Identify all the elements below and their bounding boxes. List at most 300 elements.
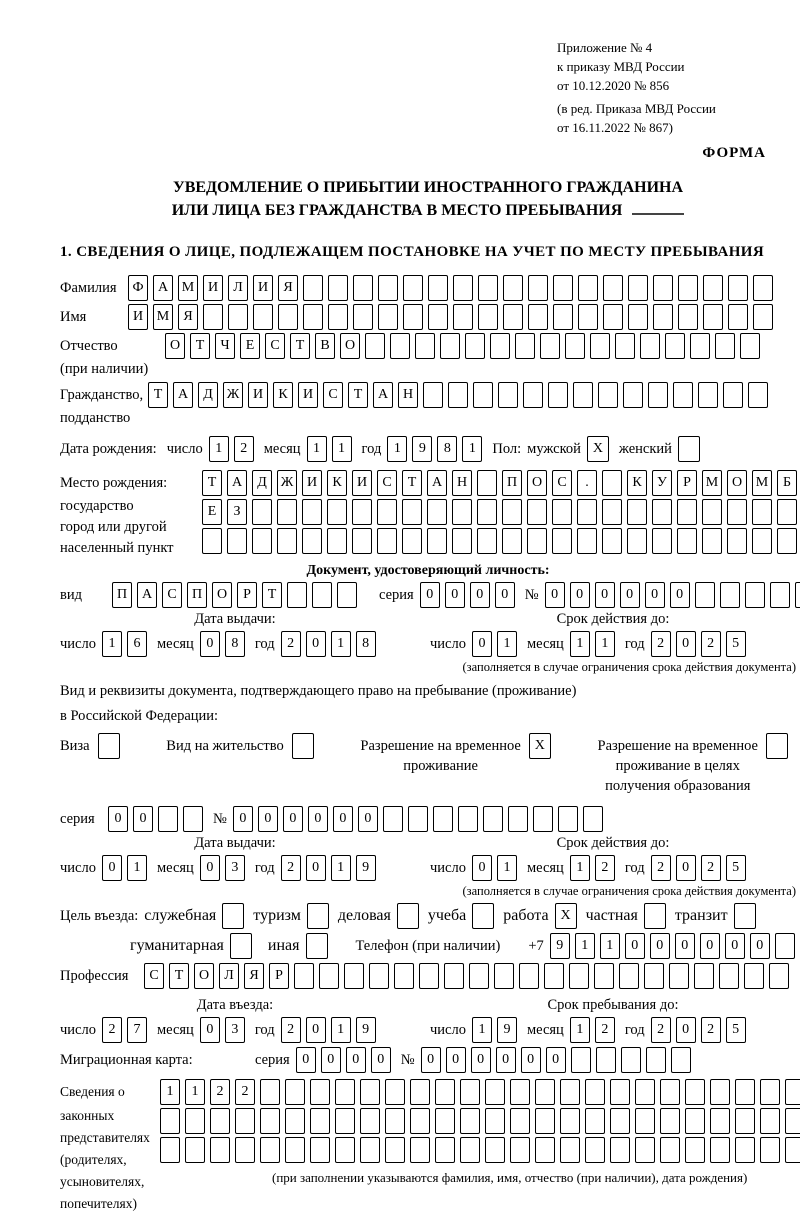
char-cell[interactable]: 1 xyxy=(575,933,595,959)
char-cell[interactable] xyxy=(335,1137,355,1163)
char-cell[interactable]: 0 xyxy=(421,1047,441,1073)
char-cell[interactable] xyxy=(310,1079,330,1105)
char-cell[interactable] xyxy=(735,1079,755,1105)
char-cell[interactable] xyxy=(410,1137,430,1163)
char-cell[interactable]: 0 xyxy=(676,855,696,881)
residence-permit-checkbox[interactable] xyxy=(292,733,314,759)
char-cell[interactable]: М xyxy=(752,470,772,496)
char-cell[interactable] xyxy=(627,528,647,554)
char-cell[interactable] xyxy=(671,1047,691,1073)
char-cell[interactable] xyxy=(660,1108,680,1134)
char-cell[interactable] xyxy=(510,1108,530,1134)
char-cell[interactable] xyxy=(477,470,497,496)
char-cell[interactable]: 5 xyxy=(726,1017,746,1043)
char-cell[interactable] xyxy=(402,499,422,525)
char-cell[interactable]: 2 xyxy=(595,855,615,881)
char-cell[interactable]: А xyxy=(373,382,393,408)
char-cell[interactable]: Т xyxy=(348,382,368,408)
male-checkbox[interactable]: X xyxy=(587,436,609,462)
char-cell[interactable] xyxy=(444,963,464,989)
char-cell[interactable] xyxy=(519,963,539,989)
char-cell[interactable]: 2 xyxy=(102,1017,122,1043)
char-cell[interactable] xyxy=(669,963,689,989)
char-cell[interactable]: 1 xyxy=(185,1079,205,1105)
char-cell[interactable]: А xyxy=(173,382,193,408)
char-cell[interactable]: 0 xyxy=(306,1017,326,1043)
char-cell[interactable]: И xyxy=(352,470,372,496)
char-cell[interactable]: . xyxy=(577,470,597,496)
char-cell[interactable]: 0 xyxy=(333,806,353,832)
char-cell[interactable] xyxy=(160,1137,180,1163)
char-cell[interactable]: 3 xyxy=(225,855,245,881)
char-cell[interactable]: 0 xyxy=(306,855,326,881)
char-cell[interactable]: Т xyxy=(262,582,282,608)
char-cell[interactable] xyxy=(353,304,373,330)
char-cell[interactable]: 0 xyxy=(371,1047,391,1073)
char-cell[interactable]: 0 xyxy=(750,933,770,959)
char-cell[interactable] xyxy=(640,333,660,359)
char-cell[interactable] xyxy=(583,806,603,832)
char-cell[interactable] xyxy=(202,528,222,554)
char-cell[interactable]: 1 xyxy=(102,631,122,657)
char-cell[interactable] xyxy=(235,1137,255,1163)
char-cell[interactable]: А xyxy=(427,470,447,496)
char-cell[interactable] xyxy=(598,382,618,408)
char-cell[interactable] xyxy=(777,499,797,525)
char-cell[interactable] xyxy=(390,333,410,359)
char-cell[interactable] xyxy=(344,963,364,989)
char-cell[interactable] xyxy=(635,1108,655,1134)
char-cell[interactable]: 5 xyxy=(726,855,746,881)
char-cell[interactable]: 7 xyxy=(127,1017,147,1043)
char-cell[interactable] xyxy=(415,333,435,359)
char-cell[interactable] xyxy=(628,304,648,330)
char-cell[interactable]: 2 xyxy=(281,631,301,657)
char-cell[interactable] xyxy=(585,1137,605,1163)
char-cell[interactable] xyxy=(569,963,589,989)
char-cell[interactable]: А xyxy=(153,275,173,301)
char-cell[interactable] xyxy=(775,933,795,959)
char-cell[interactable]: М xyxy=(178,275,198,301)
char-cell[interactable] xyxy=(203,304,223,330)
char-cell[interactable]: Д xyxy=(252,470,272,496)
char-cell[interactable]: Р xyxy=(269,963,289,989)
char-cell[interactable] xyxy=(490,333,510,359)
char-cell[interactable] xyxy=(478,304,498,330)
char-cell[interactable]: О xyxy=(165,333,185,359)
char-cell[interactable]: 2 xyxy=(210,1079,230,1105)
char-cell[interactable] xyxy=(760,1108,780,1134)
char-cell[interactable] xyxy=(427,499,447,525)
char-cell[interactable]: 0 xyxy=(358,806,378,832)
char-cell[interactable] xyxy=(503,304,523,330)
char-cell[interactable] xyxy=(578,275,598,301)
char-cell[interactable] xyxy=(673,382,693,408)
temp-residence-edu-checkbox[interactable] xyxy=(766,733,788,759)
char-cell[interactable] xyxy=(578,304,598,330)
char-cell[interactable]: 1 xyxy=(462,436,482,462)
char-cell[interactable] xyxy=(652,499,672,525)
char-cell[interactable] xyxy=(312,582,332,608)
char-cell[interactable] xyxy=(227,528,247,554)
char-cell[interactable] xyxy=(260,1079,280,1105)
char-cell[interactable]: 2 xyxy=(235,1079,255,1105)
char-cell[interactable] xyxy=(553,304,573,330)
char-cell[interactable] xyxy=(360,1108,380,1134)
char-cell[interactable] xyxy=(677,528,697,554)
char-cell[interactable] xyxy=(760,1137,780,1163)
char-cell[interactable] xyxy=(277,499,297,525)
char-cell[interactable]: 9 xyxy=(550,933,570,959)
char-cell[interactable] xyxy=(610,1137,630,1163)
purpose-official-checkbox[interactable] xyxy=(222,903,244,929)
char-cell[interactable] xyxy=(760,1079,780,1105)
char-cell[interactable] xyxy=(183,806,203,832)
char-cell[interactable] xyxy=(319,963,339,989)
char-cell[interactable] xyxy=(558,806,578,832)
char-cell[interactable]: 0 xyxy=(495,582,515,608)
char-cell[interactable]: П xyxy=(187,582,207,608)
char-cell[interactable] xyxy=(252,528,272,554)
char-cell[interactable] xyxy=(477,499,497,525)
char-cell[interactable]: И xyxy=(203,275,223,301)
char-cell[interactable] xyxy=(535,1108,555,1134)
char-cell[interactable] xyxy=(435,1079,455,1105)
char-cell[interactable]: Т xyxy=(402,470,422,496)
char-cell[interactable] xyxy=(228,304,248,330)
char-cell[interactable] xyxy=(745,582,765,608)
char-cell[interactable] xyxy=(352,499,372,525)
char-cell[interactable] xyxy=(619,963,639,989)
char-cell[interactable] xyxy=(719,963,739,989)
char-cell[interactable] xyxy=(752,499,772,525)
char-cell[interactable] xyxy=(185,1137,205,1163)
char-cell[interactable]: З xyxy=(227,499,247,525)
char-cell[interactable] xyxy=(428,304,448,330)
char-cell[interactable]: Л xyxy=(228,275,248,301)
char-cell[interactable] xyxy=(720,582,740,608)
char-cell[interactable]: И xyxy=(302,470,322,496)
char-cell[interactable]: 0 xyxy=(676,631,696,657)
char-cell[interactable] xyxy=(785,1079,800,1105)
char-cell[interactable]: 0 xyxy=(620,582,640,608)
char-cell[interactable]: 5 xyxy=(726,631,746,657)
char-cell[interactable] xyxy=(596,1047,616,1073)
char-cell[interactable] xyxy=(535,1079,555,1105)
char-cell[interactable] xyxy=(527,528,547,554)
char-cell[interactable]: Я xyxy=(278,275,298,301)
visa-checkbox[interactable] xyxy=(98,733,120,759)
char-cell[interactable] xyxy=(628,275,648,301)
char-cell[interactable] xyxy=(485,1137,505,1163)
char-cell[interactable] xyxy=(294,963,314,989)
char-cell[interactable]: Т xyxy=(202,470,222,496)
char-cell[interactable]: О xyxy=(727,470,747,496)
char-cell[interactable] xyxy=(235,1108,255,1134)
char-cell[interactable]: К xyxy=(273,382,293,408)
char-cell[interactable]: А xyxy=(227,470,247,496)
char-cell[interactable] xyxy=(590,333,610,359)
char-cell[interactable] xyxy=(660,1137,680,1163)
char-cell[interactable] xyxy=(327,528,347,554)
char-cell[interactable] xyxy=(502,528,522,554)
char-cell[interactable] xyxy=(710,1108,730,1134)
char-cell[interactable]: 1 xyxy=(600,933,620,959)
char-cell[interactable] xyxy=(552,528,572,554)
char-cell[interactable]: С xyxy=(162,582,182,608)
char-cell[interactable] xyxy=(653,275,673,301)
char-cell[interactable]: 2 xyxy=(701,631,721,657)
char-cell[interactable]: 1 xyxy=(331,855,351,881)
char-cell[interactable] xyxy=(694,963,714,989)
char-cell[interactable] xyxy=(335,1079,355,1105)
char-cell[interactable]: В xyxy=(315,333,335,359)
char-cell[interactable]: Б xyxy=(777,470,797,496)
purpose-work-checkbox[interactable]: X xyxy=(555,903,577,929)
char-cell[interactable]: 0 xyxy=(133,806,153,832)
char-cell[interactable] xyxy=(377,528,397,554)
char-cell[interactable] xyxy=(460,1079,480,1105)
char-cell[interactable] xyxy=(603,275,623,301)
char-cell[interactable] xyxy=(427,528,447,554)
char-cell[interactable] xyxy=(423,382,443,408)
char-cell[interactable] xyxy=(777,528,797,554)
char-cell[interactable]: К xyxy=(627,470,647,496)
char-cell[interactable] xyxy=(685,1108,705,1134)
char-cell[interactable]: О xyxy=(212,582,232,608)
char-cell[interactable] xyxy=(528,304,548,330)
char-cell[interactable] xyxy=(585,1108,605,1134)
char-cell[interactable] xyxy=(385,1108,405,1134)
char-cell[interactable] xyxy=(553,275,573,301)
char-cell[interactable]: 1 xyxy=(472,1017,492,1043)
char-cell[interactable] xyxy=(677,499,697,525)
char-cell[interactable] xyxy=(727,528,747,554)
char-cell[interactable] xyxy=(260,1137,280,1163)
char-cell[interactable] xyxy=(277,528,297,554)
char-cell[interactable]: Л xyxy=(219,963,239,989)
char-cell[interactable]: 0 xyxy=(471,1047,491,1073)
char-cell[interactable] xyxy=(710,1079,730,1105)
char-cell[interactable] xyxy=(260,1108,280,1134)
char-cell[interactable]: 0 xyxy=(102,855,122,881)
char-cell[interactable]: 0 xyxy=(200,855,220,881)
purpose-study-checkbox[interactable] xyxy=(472,903,494,929)
char-cell[interactable] xyxy=(560,1108,580,1134)
char-cell[interactable] xyxy=(753,275,773,301)
purpose-other-checkbox[interactable] xyxy=(306,933,328,959)
char-cell[interactable] xyxy=(510,1079,530,1105)
char-cell[interactable] xyxy=(785,1108,800,1134)
char-cell[interactable]: Ж xyxy=(223,382,243,408)
char-cell[interactable] xyxy=(577,528,597,554)
char-cell[interactable]: 0 xyxy=(283,806,303,832)
char-cell[interactable]: 0 xyxy=(233,806,253,832)
temp-residence-checkbox[interactable]: X xyxy=(529,733,551,759)
char-cell[interactable]: 1 xyxy=(570,855,590,881)
char-cell[interactable]: 0 xyxy=(472,631,492,657)
purpose-business-checkbox[interactable] xyxy=(397,903,419,929)
char-cell[interactable] xyxy=(469,963,489,989)
purpose-tourism-checkbox[interactable] xyxy=(307,903,329,929)
char-cell[interactable] xyxy=(378,304,398,330)
char-cell[interactable] xyxy=(533,806,553,832)
char-cell[interactable] xyxy=(523,382,543,408)
char-cell[interactable] xyxy=(577,499,597,525)
char-cell[interactable]: 0 xyxy=(545,582,565,608)
char-cell[interactable] xyxy=(715,333,735,359)
char-cell[interactable] xyxy=(502,499,522,525)
char-cell[interactable] xyxy=(528,275,548,301)
char-cell[interactable]: У xyxy=(652,470,672,496)
char-cell[interactable] xyxy=(465,333,485,359)
char-cell[interactable]: П xyxy=(502,470,522,496)
char-cell[interactable]: 0 xyxy=(700,933,720,959)
char-cell[interactable] xyxy=(753,304,773,330)
char-cell[interactable] xyxy=(690,333,710,359)
char-cell[interactable] xyxy=(452,499,472,525)
char-cell[interactable]: 0 xyxy=(108,806,128,832)
char-cell[interactable]: 0 xyxy=(470,582,490,608)
char-cell[interactable]: 1 xyxy=(307,436,327,462)
char-cell[interactable] xyxy=(727,499,747,525)
char-cell[interactable] xyxy=(410,1108,430,1134)
char-cell[interactable] xyxy=(660,1079,680,1105)
char-cell[interactable] xyxy=(352,528,372,554)
char-cell[interactable]: Р xyxy=(677,470,697,496)
char-cell[interactable]: 0 xyxy=(346,1047,366,1073)
char-cell[interactable]: Е xyxy=(202,499,222,525)
char-cell[interactable]: С xyxy=(552,470,572,496)
char-cell[interactable] xyxy=(285,1108,305,1134)
char-cell[interactable]: 0 xyxy=(321,1047,341,1073)
char-cell[interactable]: 0 xyxy=(570,582,590,608)
char-cell[interactable] xyxy=(535,1137,555,1163)
char-cell[interactable] xyxy=(710,1137,730,1163)
char-cell[interactable] xyxy=(571,1047,591,1073)
char-cell[interactable] xyxy=(287,582,307,608)
char-cell[interactable]: Я xyxy=(178,304,198,330)
char-cell[interactable]: 0 xyxy=(676,1017,696,1043)
char-cell[interactable]: 0 xyxy=(645,582,665,608)
char-cell[interactable]: Т xyxy=(169,963,189,989)
char-cell[interactable]: 1 xyxy=(387,436,407,462)
char-cell[interactable] xyxy=(458,806,478,832)
female-checkbox[interactable] xyxy=(678,436,700,462)
char-cell[interactable] xyxy=(440,333,460,359)
char-cell[interactable] xyxy=(377,499,397,525)
char-cell[interactable] xyxy=(527,499,547,525)
char-cell[interactable] xyxy=(544,963,564,989)
char-cell[interactable]: М xyxy=(153,304,173,330)
char-cell[interactable] xyxy=(703,275,723,301)
char-cell[interactable] xyxy=(603,304,623,330)
char-cell[interactable]: 2 xyxy=(651,1017,671,1043)
char-cell[interactable]: 3 xyxy=(225,1017,245,1043)
char-cell[interactable] xyxy=(403,275,423,301)
char-cell[interactable] xyxy=(623,382,643,408)
char-cell[interactable] xyxy=(560,1079,580,1105)
char-cell[interactable] xyxy=(452,528,472,554)
purpose-transit-checkbox[interactable] xyxy=(734,903,756,929)
purpose-humanitarian-checkbox[interactable] xyxy=(230,933,252,959)
char-cell[interactable] xyxy=(548,382,568,408)
char-cell[interactable] xyxy=(448,382,468,408)
char-cell[interactable]: Н xyxy=(452,470,472,496)
char-cell[interactable] xyxy=(353,275,373,301)
char-cell[interactable]: 2 xyxy=(651,855,671,881)
char-cell[interactable] xyxy=(402,528,422,554)
char-cell[interactable]: 0 xyxy=(595,582,615,608)
char-cell[interactable] xyxy=(310,1137,330,1163)
char-cell[interactable] xyxy=(285,1137,305,1163)
char-cell[interactable] xyxy=(383,806,403,832)
char-cell[interactable] xyxy=(503,275,523,301)
char-cell[interactable] xyxy=(278,304,298,330)
char-cell[interactable] xyxy=(648,382,668,408)
char-cell[interactable] xyxy=(678,275,698,301)
char-cell[interactable]: 2 xyxy=(234,436,254,462)
char-cell[interactable] xyxy=(695,582,715,608)
char-cell[interactable]: 9 xyxy=(356,1017,376,1043)
char-cell[interactable] xyxy=(185,1108,205,1134)
char-cell[interactable]: С xyxy=(144,963,164,989)
char-cell[interactable] xyxy=(385,1079,405,1105)
char-cell[interactable]: О xyxy=(527,470,547,496)
char-cell[interactable] xyxy=(752,528,772,554)
char-cell[interactable] xyxy=(615,333,635,359)
char-cell[interactable]: 2 xyxy=(595,1017,615,1043)
char-cell[interactable]: 1 xyxy=(497,855,517,881)
char-cell[interactable]: 0 xyxy=(420,582,440,608)
char-cell[interactable]: 0 xyxy=(308,806,328,832)
char-cell[interactable]: 1 xyxy=(331,1017,351,1043)
char-cell[interactable] xyxy=(635,1079,655,1105)
char-cell[interactable]: 1 xyxy=(595,631,615,657)
char-cell[interactable] xyxy=(478,275,498,301)
char-cell[interactable] xyxy=(565,333,585,359)
char-cell[interactable] xyxy=(460,1137,480,1163)
char-cell[interactable]: 0 xyxy=(496,1047,516,1073)
char-cell[interactable] xyxy=(515,333,535,359)
char-cell[interactable] xyxy=(510,1137,530,1163)
char-cell[interactable] xyxy=(602,528,622,554)
char-cell[interactable] xyxy=(433,806,453,832)
char-cell[interactable] xyxy=(285,1079,305,1105)
char-cell[interactable] xyxy=(403,304,423,330)
char-cell[interactable] xyxy=(328,275,348,301)
char-cell[interactable]: 0 xyxy=(296,1047,316,1073)
char-cell[interactable] xyxy=(678,304,698,330)
char-cell[interactable] xyxy=(635,1137,655,1163)
char-cell[interactable]: 1 xyxy=(570,631,590,657)
char-cell[interactable] xyxy=(327,499,347,525)
char-cell[interactable]: 8 xyxy=(356,631,376,657)
char-cell[interactable] xyxy=(585,1079,605,1105)
char-cell[interactable] xyxy=(602,499,622,525)
char-cell[interactable]: Ж xyxy=(277,470,297,496)
char-cell[interactable]: 0 xyxy=(650,933,670,959)
char-cell[interactable]: 2 xyxy=(701,1017,721,1043)
char-cell[interactable] xyxy=(303,304,323,330)
char-cell[interactable] xyxy=(210,1108,230,1134)
char-cell[interactable] xyxy=(494,963,514,989)
char-cell[interactable] xyxy=(748,382,768,408)
char-cell[interactable] xyxy=(378,275,398,301)
char-cell[interactable]: 0 xyxy=(546,1047,566,1073)
char-cell[interactable] xyxy=(698,382,718,408)
char-cell[interactable]: 0 xyxy=(625,933,645,959)
